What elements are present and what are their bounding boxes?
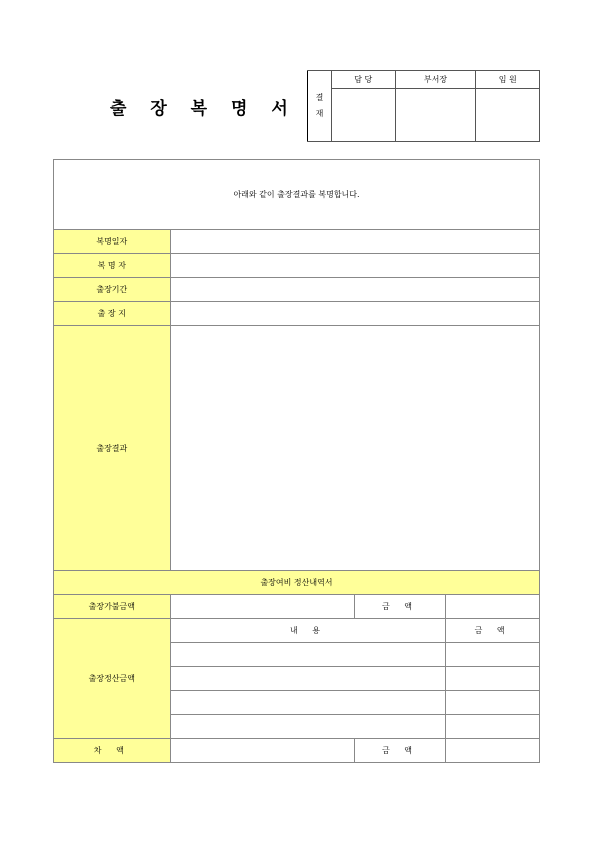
report-form <box>53 159 540 763</box>
approval-sign-staff[interactable] <box>332 89 396 142</box>
settle-content-row-2[interactable] <box>170 667 446 691</box>
report-date-label: 복명일자 <box>54 230 171 254</box>
settle-content-row-4[interactable] <box>170 715 446 739</box>
approval-col-executive: 임 원 <box>476 71 540 89</box>
reporter-label: 복 명 자 <box>54 254 171 278</box>
period-label: 출장기간 <box>54 278 171 302</box>
advance-field[interactable] <box>170 595 354 619</box>
advance-label: 출장가불금액 <box>54 595 171 619</box>
approval-box <box>307 70 540 142</box>
settle-amount-row-1[interactable] <box>446 643 540 667</box>
settle-label: 출장정산금액 <box>54 619 171 739</box>
settle-content-row-1[interactable] <box>170 643 446 667</box>
approval-col-manager: 부서장 <box>395 71 476 89</box>
settle-content-row-3[interactable] <box>170 691 446 715</box>
approval-col-staff: 담 당 <box>332 71 396 89</box>
destination-label: 출 장 지 <box>54 302 171 326</box>
diff-field[interactable] <box>170 739 354 763</box>
approval-side-label-2: 재 <box>315 109 324 118</box>
result-label: 출장결과 <box>54 326 171 571</box>
document-title: 출 장 복 명 서 <box>110 99 297 119</box>
period-field[interactable] <box>170 278 539 302</box>
result-field[interactable] <box>170 326 539 571</box>
approval-side-label <box>308 71 332 142</box>
destination-field[interactable] <box>170 302 539 326</box>
approval-sign-executive[interactable] <box>476 89 540 142</box>
settle-amount-row-2[interactable] <box>446 667 540 691</box>
approval-sign-manager[interactable] <box>395 89 476 142</box>
amount-header: 금 액 <box>446 619 540 643</box>
diff-label: 차 액 <box>54 739 171 763</box>
content-header: 내 용 <box>170 619 446 643</box>
diff-amount-field[interactable] <box>446 739 540 763</box>
settle-amount-row-4[interactable] <box>446 715 540 739</box>
advance-amount-field[interactable] <box>446 595 540 619</box>
reporter-field[interactable] <box>170 254 539 278</box>
settlement-section-title: 출장여비 정산내역서 <box>54 571 540 595</box>
advance-amount-label: 금 액 <box>354 595 446 619</box>
settle-amount-row-3[interactable] <box>446 691 540 715</box>
intro-text: 아래와 같이 출장결과를 복명합니다. <box>54 160 540 230</box>
report-date-field[interactable] <box>170 230 539 254</box>
diff-amount-label: 금 액 <box>354 739 446 763</box>
approval-side-label-1: 결 <box>315 93 324 102</box>
